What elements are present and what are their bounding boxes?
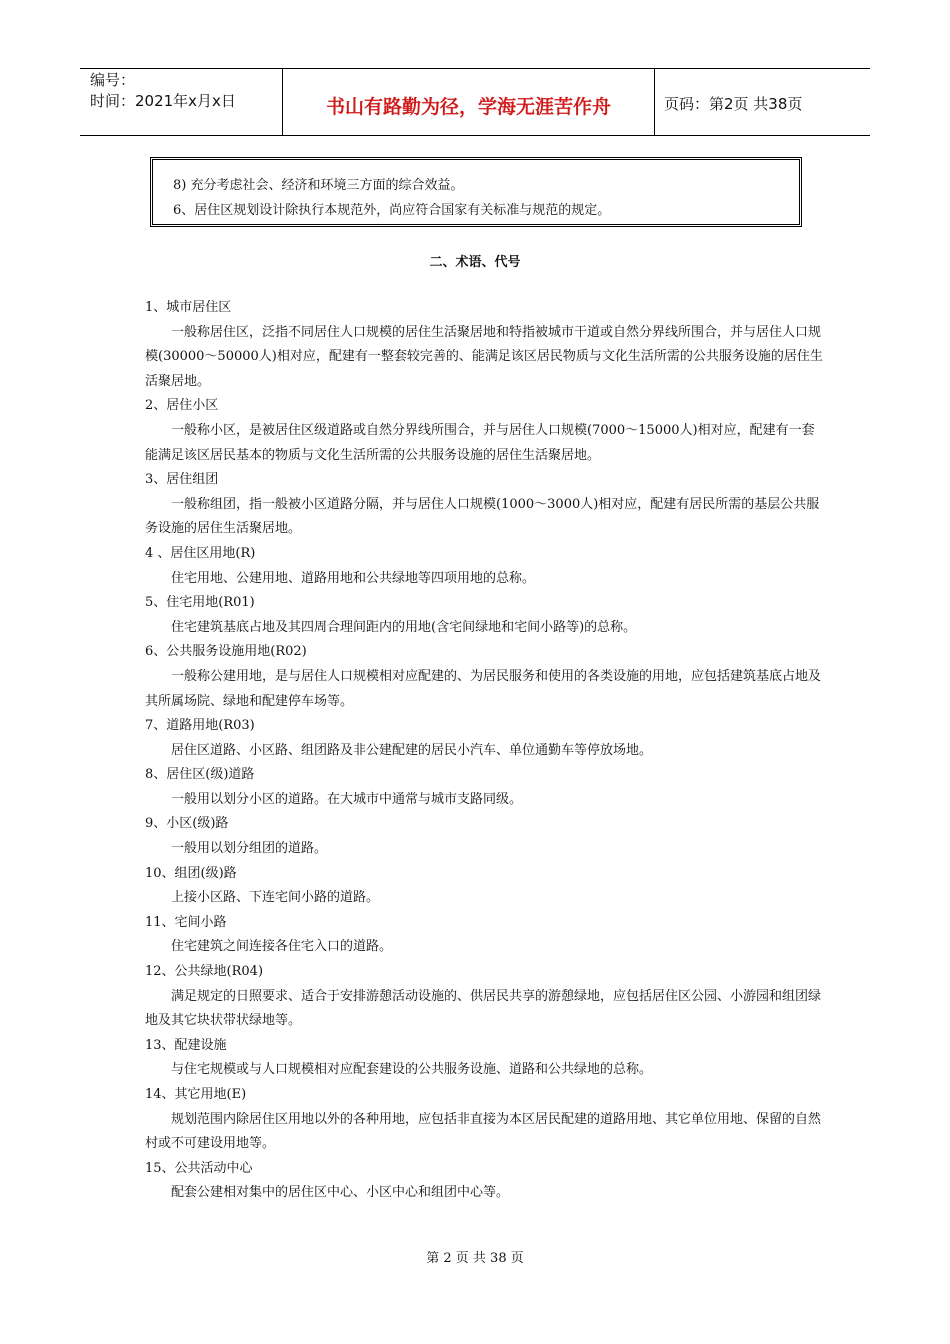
header-bottom-rule xyxy=(80,135,870,136)
term-title: 7、道路用地(R03) xyxy=(145,718,255,734)
term-title: 15、公共活动中心 xyxy=(145,1160,253,1176)
term-title: 10、组团(级)路 xyxy=(145,865,237,881)
term-definition: 住宅建筑基底占地及其四周合理间距内的用地(含宅间绿地和宅间小路等)的总称。 xyxy=(171,619,637,635)
bordered-text-box xyxy=(150,157,802,227)
term-definition: 规划范围内除居住区用地以外的各种用地，应包括非直接为本区居民配建的道路用地、其它单位用地、保留的自然村或不可建设用地等。 xyxy=(145,1111,822,1152)
term-title: 2、居住小区 xyxy=(145,398,219,414)
term-entry xyxy=(145,862,825,911)
term-definition: 一般用以划分小区的道路。在大城市中通常与城市支路同级。 xyxy=(171,791,523,807)
term-title: 13、配建设施 xyxy=(145,1037,227,1053)
term-definition: 住宅建筑之间连接各住宅入口的道路。 xyxy=(171,939,393,955)
term-definition: 配套公建相对集中的居住区中心、小区中心和组团中心等。 xyxy=(171,1185,510,1201)
term-title: 14、其它用地(E) xyxy=(145,1087,247,1102)
term-title: 1、城市居住区 xyxy=(145,300,232,315)
term-entry xyxy=(145,640,825,714)
term-definition: 一般称小区，是被居住区级道路或自然分界线所围合，并与居住人口规模(7000～15000人)相对应，配建有一套能满足该区居民基本的物质与文化生活所需的公共服务设施的居住生活聚居地。 xyxy=(145,422,815,463)
term-entry xyxy=(145,960,825,1034)
term-entry xyxy=(145,1034,825,1083)
term-entry xyxy=(145,714,825,763)
header-divider xyxy=(654,68,655,136)
document-number: 编号： xyxy=(90,71,136,89)
term-definition: 上接小区路、下连宅间小路的道路。 xyxy=(171,890,380,906)
term-entry xyxy=(145,394,825,468)
box-line: 8) 充分考虑社会、经济和环境三方面的综合效益。 xyxy=(173,178,464,193)
term-title: 3、居住组团 xyxy=(145,472,219,488)
header-motto: 书山有路勤为径，学海无涯苦作舟 xyxy=(325,96,611,118)
page-footer: 第 2 页 共 38 页 xyxy=(426,1251,524,1266)
term-definition: 与住宅规模或与人口规模相对应配套建设的公共服务设施、道路和公共绿地的总称。 xyxy=(171,1062,653,1078)
term-title: 9、小区(级)路 xyxy=(145,816,229,832)
term-entry xyxy=(145,591,825,640)
term-entry xyxy=(145,468,825,542)
term-definition: 住宅用地、公建用地、道路用地和公共绿地等四项用地的总称。 xyxy=(171,570,536,586)
section-title: 二、术语、代号 xyxy=(429,255,521,270)
terms-list xyxy=(145,296,825,1206)
term-definition: 满足规定的日照要求、适合于安排游憩活动设施的、供居民共享的游憩绿地，应包括居住区公园、小游园和组团绿地及其它块状带状绿地等。 xyxy=(145,988,822,1029)
term-definition: 一般称组团，指一般被小区道路分隔，并与居住人口规模(1000～3000人)相对应，配建有居民所需的基层公共服务设施的居住生活聚居地。 xyxy=(145,496,820,537)
term-definition: 一般称居住区，泛指不同居住人口规模的居住生活聚居地和特指被城市干道或自然分界线所围合，并与居住人口规模(30000～50000人)相对应，配建有一整套较完善的、能满足该区居民物质与文化生活所需的公共服务设施的居住生活聚居地。 xyxy=(145,324,823,389)
term-definition: 居住区道路、小区路、组团路及非公建配建的居民小汽车、单位通勤车等停放场地。 xyxy=(171,742,653,758)
document-time: 时间：2021年x月x日 xyxy=(90,92,236,110)
term-definition: 一般称公建用地，是与居住人口规模相对应配建的、为居民服务和使用的各类设施的用地，应包括建筑基底占地及其所属场院、绿地和配建停车场等。 xyxy=(145,668,822,709)
term-entry xyxy=(145,763,825,812)
term-entry xyxy=(145,296,825,394)
box-line: 6、居住区规划设计除执行本规范外，尚应符合国家有关标准与规范的规定。 xyxy=(173,203,611,218)
term-title: 11、宅间小路 xyxy=(145,914,227,930)
header-top-rule xyxy=(80,68,870,69)
term-entry xyxy=(145,812,825,861)
term-entry xyxy=(145,1157,825,1206)
term-entry xyxy=(145,542,825,591)
term-title: 4 、居住区用地(R) xyxy=(145,545,256,561)
term-definition: 一般用以划分组团的道路。 xyxy=(171,841,328,857)
term-title: 8、居住区(级)道路 xyxy=(145,767,255,783)
term-title: 6、公共服务设施用地(R02) xyxy=(145,644,307,660)
term-entry xyxy=(145,1083,825,1157)
header-page-number: 页码：第2页 共38页 xyxy=(664,95,803,113)
header-meta xyxy=(90,70,236,112)
term-title: 12、公共绿地(R04) xyxy=(145,964,264,980)
term-title: 5、住宅用地(R01) xyxy=(145,595,255,611)
term-entry xyxy=(145,911,825,960)
